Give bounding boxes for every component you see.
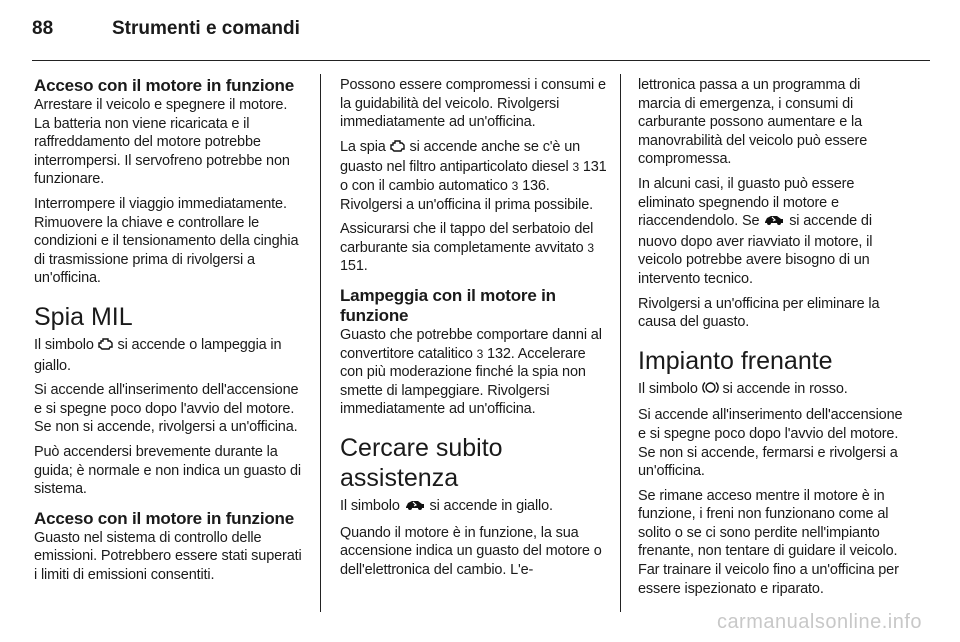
paragraph: Assicurarsi che il tappo del serbatoio del carburante sia completamente avvitato 3 151. <box>340 221 594 275</box>
column-3 <box>638 76 906 604</box>
section-title: Spia MIL <box>34 302 133 331</box>
paragraph: Se rimane acceso mentre il motore è in funzione, i freni non funzionano come al solito o se ci sono perdite nell'impianto frenante, non tentare di guidare il veicolo. Far trainare il veicolo fino a un'officina per essere ispezionato e riparato. <box>638 487 899 597</box>
column-divider <box>320 74 321 612</box>
column-divider <box>620 74 621 612</box>
reference-arrow-icon: 3 <box>572 160 579 175</box>
section-heading: Acceso con il motore in funzione <box>34 76 294 95</box>
header-rule <box>32 60 930 61</box>
engine-check-icon <box>98 337 114 357</box>
paragraph: Possono essere compromessi i consumi e la guidabilità del veicolo. Rivolgersi immediatamente ad un'officina. <box>340 77 606 131</box>
reference-arrow-icon: 3 <box>511 178 519 193</box>
paragraph: lettronica passa a un programma di marcia di emergenza, i consumi di carburante possono aumentare e la manovrabilità del veicolo può essere compromessa. <box>638 77 868 168</box>
paragraph: Quando il motore è in funzione, la sua accensione indica un guasto del motore o dell'elettronica del cambio. L'e- <box>340 524 602 578</box>
page-number: 88 <box>32 18 54 39</box>
page-header <box>32 18 300 48</box>
page-title: Strumenti e comandi <box>112 18 300 39</box>
section-heading: Lampeggia con il motore in funzione <box>340 285 556 325</box>
section-title: Cercare subito assistenza <box>340 433 503 492</box>
paragraph: Il simbolo si accende in rosso. <box>638 380 906 401</box>
paragraph: Può accendersi brevemente durante la guida; è normale e non indica un guasto di sistema. <box>34 443 301 498</box>
paragraph: Rivolgersi a un'officina per eliminare la causa del guasto. <box>638 295 880 331</box>
paragraph: Si accende all'inserimento dell'accensione e si spegne poco dopo l'avvio del motore. Se non si accende, fermarsi e rivolgersi a un'officina. <box>638 407 903 480</box>
paragraph: Guasto che potrebbe comportare danni al convertitore catalitico 3 132. Accelerare con più moderazione finché la spia non smette di lampeggiare. Rivolgersi immediatamente ad un'officina. <box>340 326 602 418</box>
paragraph: Interrompere il viaggio immediatamente. Rimuovere la chiave e controllare le condizioni e il tensionamento della cinghia di trasmissione prima di rivolgersi a un'officina. <box>34 195 299 287</box>
section-title: Impianto frenante <box>638 346 833 375</box>
section-heading: Acceso con il motore in funzione <box>34 508 294 528</box>
paragraph: Arrestare il veicolo e spegnere il motore. La batteria non viene ricaricata e il raffreddamento del motore potrebbe interrompersi. Il servofreno potrebbe non funzionare. <box>34 97 290 188</box>
reference-arrow-icon: 3 <box>587 240 594 255</box>
paragraph: In alcuni casi, il guasto può essere eliminato spegnendo il motore e riaccendendolo. Se si accende di nuovo dopo aver riavviato il motore, il veicolo potrebbe avere bisogno di un intervento tecnico. <box>638 175 873 287</box>
service-car-icon <box>404 499 426 518</box>
paragraph: La spia si accende anche se c'è un guasto nel filtro antiparticolato diesel 3 131 o con il cambio automatico 3 136. Rivolgersi a un'officina il prima possibile. <box>340 138 607 213</box>
service-car-icon <box>763 214 785 233</box>
paragraph: Si accende all'inserimento dell'accensione e si spegne poco dopo l'avvio del motore. Se non si accende, rivolgersi a un'officina. <box>34 382 299 436</box>
engine-check-icon <box>390 139 406 159</box>
reference-arrow-icon: 3 <box>476 346 484 361</box>
paragraph: Il simbolo si accende o lampeggia in giallo. <box>34 336 282 374</box>
watermark: carmanualsonline.info <box>716 611 922 633</box>
paragraph: Guasto nel sistema di controllo delle emissioni. Potrebbero essere stati superati i limiti di emissioni consentiti. <box>34 529 302 583</box>
brake-warning-icon <box>702 380 719 401</box>
column-1 <box>34 76 302 590</box>
paragraph: Il simbolo si accende in giallo. <box>340 497 608 518</box>
column-2 <box>340 76 608 585</box>
